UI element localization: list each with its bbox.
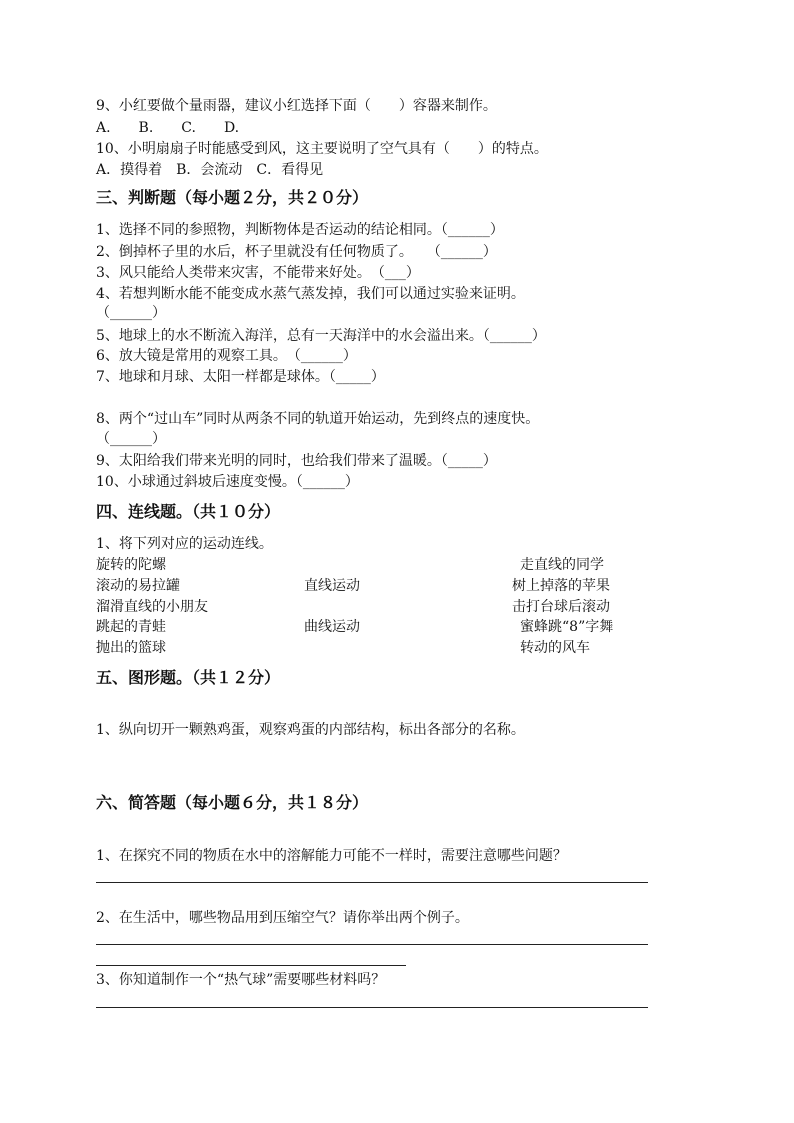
match-left-item: 溜滑直线的小朋友 xyxy=(96,599,208,615)
judge-item-8-blank: （______） xyxy=(96,431,166,447)
section-figure-title: 五、图形题。（共１２分） xyxy=(96,668,281,687)
judge-item-7: 7、地球和月球、太阳一样都是球体。（_____） xyxy=(96,369,385,385)
match-left-item: 抛出的篮球 xyxy=(96,640,166,656)
section-judge-title: 三、判断题（每小题２分，共２０分） xyxy=(96,188,369,207)
judge-item-6: 6、放大镜是常用的观察工具。 （______） xyxy=(96,348,357,364)
match-right-item: 树上掉落的苹果 xyxy=(512,578,610,594)
match-left-item: 滚动的易拉罐 xyxy=(96,578,180,594)
section-match-title: 四、连线题。（共１０分） xyxy=(96,502,281,521)
judge-item-9: 9、太阳给我们带来光明的同时，也给我们带来了温暖。（_____） xyxy=(96,453,497,469)
answer-line[interactable] xyxy=(96,965,406,966)
short-question-1: 1、在探究不同的物质在水中的溶解能力可能不一样时，需要注意哪些问题？ xyxy=(96,848,567,864)
short-question-3: 3、你知道制作一个“热气球”需要哪些材料吗？ xyxy=(96,972,386,988)
answer-line[interactable] xyxy=(96,944,648,945)
judge-item-4: 4、若想判断水能不能变成水蒸气蒸发掉，我们可以通过实验来证明。 xyxy=(96,286,525,302)
figure-question-1: 1、纵向切开一颗熟鸡蛋，观察鸡蛋的内部结构，标出各部分的名称。 xyxy=(96,722,525,738)
match-right-item: 走直线的同学 xyxy=(520,557,604,573)
judge-item-5: 5、地球上的水不断流入海洋，总有一天海洋中的水会溢出来。（______） xyxy=(96,328,546,344)
judge-item-2: 2、倒掉杯子里的水后，杯子里就没有任何物质了。 （______） xyxy=(96,244,497,260)
question-10-options: A．摸得着 B．会流动 C．看得见 xyxy=(96,162,324,178)
judge-item-3: 3、风只能给人类带来灾害，不能带来好处。 （___） xyxy=(96,265,420,281)
match-middle-item: 直线运动 xyxy=(304,578,360,594)
question-9-options: A. B. C. D. xyxy=(96,120,240,136)
match-instruction: 1、将下列对应的运动连线。 xyxy=(96,536,273,552)
match-right-item: 蜜蜂跳“8”字舞 xyxy=(520,619,614,635)
judge-item-8: 8、两个“过山车”同时从两条不同的轨道开始运动，先到终点的速度快。 xyxy=(96,411,540,427)
match-left-item: 跳起的青蛙 xyxy=(96,619,166,635)
judge-item-1: 1、选择不同的参照物，判断物体是否运动的结论相同。（______） xyxy=(96,222,504,238)
question-9: 9、小红要做个量雨器，建议小红选择下面（ ）容器来制作。 xyxy=(96,98,497,114)
judge-item-4-blank: （______） xyxy=(96,305,166,321)
section-short-title: 六、简答题（每小题６分，共１８分） xyxy=(96,793,369,812)
match-right-item: 击打台球后滚动 xyxy=(512,599,610,615)
answer-line[interactable] xyxy=(96,882,648,883)
judge-item-10: 10、小球通过斜坡后速度变慢。（______） xyxy=(96,474,359,490)
short-question-2: 2、在生活中，哪些物品用到压缩空气？请你举出两个例子。 xyxy=(96,910,469,926)
question-10: 10、小明扇扇子时能感受到风，这主要说明了空气具有（ ）的特点。 xyxy=(96,141,548,157)
answer-line[interactable] xyxy=(96,1007,648,1008)
match-middle-item: 曲线运动 xyxy=(304,619,360,635)
match-right-item: 转动的风车 xyxy=(520,640,590,656)
match-left-item: 旋转的陀螺 xyxy=(96,557,166,573)
